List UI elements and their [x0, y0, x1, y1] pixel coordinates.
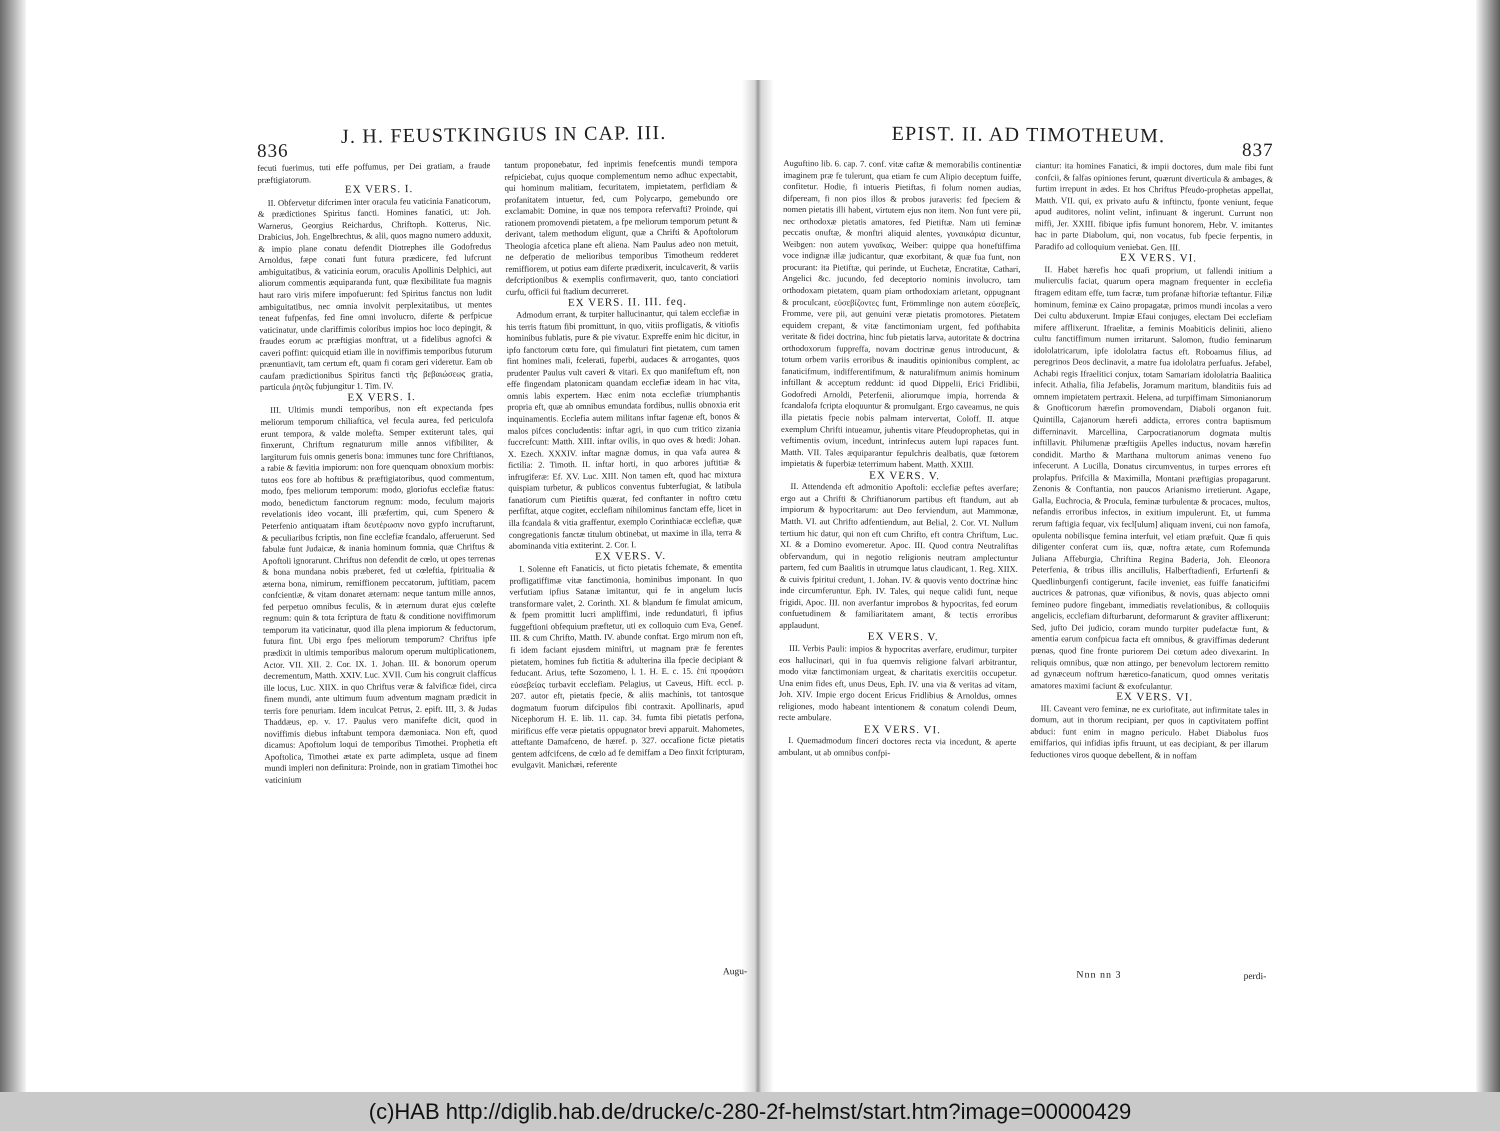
section-heading: EX VERS. V. [867, 631, 939, 644]
section-heading: EX VERS. I. [347, 390, 416, 404]
source-footer [0, 1092, 1500, 1131]
section-heading: EX VERS. V. [869, 469, 941, 483]
section-heading: EX VERS. VI. [863, 723, 941, 737]
right-page [776, 118, 1273, 982]
section-heading: EX VERS. V. [595, 549, 667, 563]
right-page-columns [776, 158, 1273, 982]
text-paragraph: II. Habet hærefis hoc quafi proprium, ut fallendi initium a mulierculis faciat, quarum opera magnam frequenter in ecclefia ftragem editam effe, tum facræ, tum profanæ hiftoriæ teftantur. Filiæ hominum, feminæ ex Caino propagatæ, primos mundi incolas a vero Dei cultu abduxerunt. Impiæ Efaui conjuges, electam Dei ecclefiam mifere afflixerunt. Ifraelitæ, a feminis Moabiticis deliniti, alieno cultu fanctiffimum numen irritarunt. Salomon, ftudio feminarum idololatricarum, ipfe idololatra factus eft. Roboamus filius, ad peregrinos Deos declinavit, a matre fua idololatra perfuafus. Jefabel, Achabi regis Ifraelitici conjux, totam Samariam idololatria Baalitica infecit. Athalia, filia Jefabelis, Joramum maritum, blanditiis fuis ad omnem impietatem pertraxit. Helena, ad turpiffimam Simonianorum & Gnofticorum hærefin promovendam, Diaboli organon fuit. Quintilla, Cajanorum hærefi addicta, errores contra baptismum differninavit. Marcellina, Carpocratianorum dogmata multis inftillavit. Philumenæ præftigiis Apelles inductus, novam hærefin condidit. Martho & Marthana multorum animas veneno fuo infecerunt. A Lucilla, Donatus circumventus, in turpes errores eft prolapfus. Prifcilla & Maximilla, Montani præftigias propagarunt. Zenonis & Conftantia, non paucos Arianismo irretierunt. Agape, Galla, Euchrocia, & Procula, feminæ turbulentæ & procaces, multos, nefandis erroribus infectos, in exitium impulerunt. Et, ut fumma rerum faftigia fequar, vix fecl[ulum] aliquam inveni, cui non famofa, opulenta nobilisque femina interfuit, vel etiam præfuit. Quæ fi quis diligenter conferat cum iis, quæ, noftra ætate, cum Rofemunda Juliana Affeburgia, Chriftina Regina Baderia, Joh. Eleonora Peterfenia, & tribus illis ancillulis, Halberftadienfi, Erfurtenfi & Quedlinburgenfi contigerunt, facile inveniet, eas fuiffe fanaticifmi auctrices & patronas, quæ vifionibus, & novis, quas abjecto omni femineo pudore fingebant, immediatis revelationibus, & colloquiis angelicis, ecclefiam difturbarunt, deformarunt & graviter afflixerunt: Sed, jufto Dei judicio, coram mundo turpiter pudefactæ funt, & amentia earum confpicua facta eft omnibus, & graviffimas dederunt pœnas, quod fine fronte puriorem Dei cœtum adeo divexarint. In reliquis omnibus, quæ non attingo, per benevolum lectorem remitto ad gynæceum noftrum hæretico-fanaticum, quod omnes veritatis amatores maximi faciunt & exofculantur. [1030, 264, 1273, 691]
right-running-head: EPIST. II. AD TIMOTHEUM. [891, 122, 1166, 148]
left-catchword: Augu- [722, 967, 748, 978]
left-page-columns [257, 157, 747, 983]
right-scan-edge [1476, 0, 1500, 1092]
text-paragraph: III. Caveant vero feminæ, ne ex curiofitate, aut infirmitate tales in domum, aut in thorum recipiant, per quos in captivitatem poffint abduci: funt enim in magno periculo. Habet Diabolus fuos emiffarios, qui infidias ipfis ftruunt, ut eas decipiant, & per illarum feductiones viros quoque debellent, & in noffam [1030, 702, 1269, 761]
right-column-2 [1028, 160, 1273, 982]
right-catchword: perdi- [1243, 971, 1267, 983]
left-column-1 [257, 160, 500, 983]
left-page [257, 117, 747, 983]
right-column-1 [776, 158, 1021, 980]
text-paragraph: I. Solenne eft Fanaticis, ut ficto pietatis fchemate, & ementita profligatiffimæ vitæ fanctimonia, hominibus imponant. In quo verfutiam ipfius Satanæ imitantur, qui fe in angelum lucis transformare valet, 2. Corinth. XI. & blandum fe fimulat amicum, & fpem promittit lucri ampliffimi, inde redundaturi, fi ipfius fuggeftioni obfequium præftetur, uti ex colloquio cum Eva, Genef. III. & cum Chrifto, Matth. IV. abunde conftat. Ergo mirum non eft, fi idem faciant ejusdem miniftri, ut magnam præ fe ferentes pietatem, homines fub fictitia & adulterina illa fpecie decipiant & feducant. Arius, tefte Sozomeno, l. 1. H. E. c. 15. ἐπὶ προφάσει εὐσεβείας turbavit ecclefiam. Pelagius, ut Caveus, Hift. eccl. p. 207. autor eft, pietatis fpecie, & aliis machinis, tot tantosque dogmatum fuorum difcipulos fibi contraxit. Apollinaris, apud Nicephorum H. E. lib. 11. cap. 34. fumta fibi pietatis perfona, mirificus effe veræ pietatis oppugnator brevi apparuit. Mahometes, atteftante Damafceno, de hæref. p. 327. occafione fictæ pietatis gentem adfcifcens, de cœlo ad fe demiffam a Deo finxit fcripturam, evulgavit. Manichæi, referente [509, 561, 745, 771]
section-heading: EX VERS. VI. [1119, 252, 1198, 265]
signature-mark: Nnn nn 3 [1076, 969, 1122, 981]
text-paragraph: III. Verbis Pauli: impios & hypocritas averfare, erudimur, turpiter eos hallucinari, qui in fua quemvis religione falvari arbitrantur, modo vitæ fanctimoniam urgeat, & charitatis exercitiis occupetur. Una enim fides eft, unus Deus, Eph. IV. una via & veritas ad vitam, Joh. XIV. Impie ergo docent Ericus Fridlibius & Arnoldus, omnes religiones, modo habeant intentionem & conatum colendi Deum, recte ambulare. [778, 642, 1018, 723]
section-heading: EX VERS. I. [344, 183, 414, 196]
left-scan-edge [0, 0, 26, 1092]
text-paragraph: Auguftino lib. 6. cap. 7. conf. vitæ caftæ & memorabilis continentiæ imaginem præ fe tulerunt, qua etiam fe cum Alipio deceptum fuiffe, confitetur. Hodie, fi intueris Pietiftas, fi folum nomen audias, difpeream, fi non pios illos & probos juraveris: fed fpeciem & nomen pietatis illi habent, virtutem ejus non item. Non funt vere pii, nec orthodoxæ pietatis amatores, fed Pietiftæ. Nam uti feminæ peccatis onuftæ, & monftri aliquid alentes, γυναικάρια dicuntur, Weibgen: non autem γυναῖκας, Weiber: quippe qua honeftiffima voce indignæ illæ judicantur, quæ exorbitant, & quæ fua funt, non procurant: ita Pietiftæ, qui perinde, ut Euchetæ, Encratitæ, Cathari, Angelici &c. jucundo, fed deceptorio nominis involucro, tam orthodoxam pietatem, quam piam orthodoxiam arietant, oppugnant & proculcant, εὐσεβίζοντες funt, Frömmlinge non autem εὐσεβεῖς, Fromme, vere pii, aut genuini veræ pietatis promotores. Pietatem equidem crepant, & vitæ fanctimoniam urgent, fed pofthabita veritate & fidei doctrina, hinc fub pietatis larva, autoritate & doctrina orthodoxorum fuppreffa, novam doctrinæ genus introducunt, & totum orbem variis erroribus & inauditis opinionibus complent, ac fanaticifmum, indifferentifmum, & naturalifmum animis hominum inftillant & acceptum reddunt: id quod Dippelii, Erici Fridlibii, Godofredi Arnoldi, Peterfenii, aliorumque impia, horrenda & fcandalofa fcripta eloquuntur & promulgant. Ergo caveamus, ne quis illa pietatis fpecie nobis palmam intervertat, Coloff. II. atque exemplum Chrifti intueamur, juhentis vitare Pfeudoprophetas, qui in veftimentis ovium, incedunt, intrinfecus autem lupi rapaces funt. Matth. VII. Tales æquiparantur fepulchris dealbatis, quæ fœtorem impietatis & fuperbiæ teterrimum habent. Matth. XXIII. [780, 157, 1022, 470]
text-paragraph: Admodum errant, & turpiter hallucinantur, qui talem ecclefiæ in his terris ftatum fibi promittunt, in quo, vitiis profligatis, & vitiofis hominibus fublatis, pure & pie vivatur. Expreffe enim hic dicitur, in ipfo fanctorum cœtu fore, qui fimulaturi fint pietatem, cum tamen fint homines mali, fcelerati, fuperbi, audaces & arrogantes, quos prudenter Paulus vult caveri & vitari. Ex quo manifeftum eft, non effe fingendam platonicam quandam ecclefiæ ideam in hac vita, omnis labis expertem. Hæc enim nota ecclefiæ triumphantis propria eft, quæ ab omnibus emundata fordibus, nullis obnoxia erit inquinamentis. Ecclefia autem militans inftar fagenæ eft, bonos & malos pifces concludentis: inftar agri, in quo cum tritico zizania fuccrefcunt: Matth. XIII. inftar ovilis, in quo oves & hœdi: Johan. X. Ezech. XXXIV. inftar magnæ domus, in qua vafa aurea & fictilia: 2. Timoth. II. inftar horti, in quo arbores juftitiæ & infrugiferæ: Ef. XV. Luc. XIII. Non tamen eft, quod hac mixtura quispiam turbetur, & publicos conventus fubterfugiat, & latibula fanatiorum cum Pietiftis quærat, fed conftanter in noftro cœtu perfiftat, atque cogitet, ecclefiam nihilominus fanctam effe, licet in illa fcandala & vitia graffentur, exemplo Corinthiacæ ecclefiæ, quæ congregationis fanctæ titulum obtinebat, ut maxime in illa, terra & abominanda vitia extiterint. 2. Cor. I. [506, 307, 742, 551]
source-url-text: (c)HAB http://diglib.hab.de/drucke/c-280-2f-helmst/start.htm?image=00000429 [368, 1098, 1132, 1124]
text-paragraph: II. Obfervetur difcrimen inter oracula feu vaticinia Fanaticorum, & prædictiones Spiritus fancti. Homines fanatici, ut: Joh. Warnerus, Georgius Reichardus, Chriftoph. Kotterus, Nic. Drabicius, Joh. Engelbrechtus, & alii, quos magno numero adduxit, & impio plane conatu defendit Diotrephes ille Godofredus Arnoldus, fæpe conati funt futura prædicere, fed lufcrunt ambiguitatibus, & vaticinia eorum, oraculis Apollinis Delphici, aut aliorum commentis æquiparanda funt, quæ flexibilitate fua magnis haut raro viris mifere impofuerunt: fed Spiritus fanctus non ludit ambiguitatibus, nec omnia involvit perplexitatibus, ut mentes teneat fufpenfas, fed fine omni involucro, diferte & perfpicue vaticinatur, unde clariffimis coloribus impios hoc loco depingit, & fraudes eorum ac præftigias monftrat, ut a fidelibus agnofci & caveri poffint: quicquid etiam ille in noviffimis temporibus futurum prænuntiavit, tam certum eft, quam fi coram geri videretur. Eam ob caufam prædictionibus Spiritus fancti τῆς βεβαιώσεως gratia, particula ῥητῶς fubjungitur 1. Tim. IV. [257, 194, 493, 393]
section-heading: EX VERS. II. III. feq. [567, 295, 688, 309]
text-paragraph: tantum proponebatur, fed inprimis fenefcentis mundi tempora refpiciebat, cujus quoque complementum nemo adhuc expectabit, qui hominum malitiam, fecuritatem, impietatem, perfidiam & profanitatem intuetur, fed, cum Polycarpo, gemebundo ore exclamabit: Domine, in quæ nos tempora refervafti? Proinde, qui rationem promovendi pietatem, a fpe meliorum temporum petunt & derivant, talem methodum eligunt, quæ a Chrifti & Apoftolorum Theologia afcetica plane eft aliena. Nam Paulus adeo non metuit, ne defperatio de melioribus temporibus Timotheum redderet remiffiorem, ut potius eam diferte prædixerit, inculcaverit, & variis defcriptionibus & exemplis confirmaverit, quo, tanto conciatiori curfu, officii fui ftadium decurreret. [504, 157, 739, 297]
text-paragraph: I. Quemadmodum finceri doctores recta via incedunt, & aperte ambulant, ut ab omnibus confpi- [778, 735, 1017, 758]
text-paragraph: ciantur: ita homines Fanatici, & impii doctores, dum male fibi funt confcii, & falfas opiniones ferunt, quærunt diverticula & ambages, & furtim irrepunt in ædes. Et hos Chriftus Pfeudo-prophetas appellat, Matth. VII. qui, ex privato aufu & inftinctu, fponte veniunt, feque apud auditores, nolint velint, infinuant & ingerunt. Currunt non miffi, Jer. XXIII. fibique ipfis fumunt honorem, Hebr. V. imitantes hac in parte Diabolum, qui, non vocatus, fub fpecie ferpentis, in Paradifo ad colloquium veniebat. Gen. III. [1034, 160, 1274, 253]
left-column-2 [504, 157, 747, 980]
left-running-head: J. H. FEUSTKINGIUS IN CAP. III. [340, 121, 667, 148]
text-paragraph: II. Attendenda eft admonitio Apoftoli: ecclefiæ peftes averfare; ergo aut a Chrifti & Chriftianorum partibus eft ftandum, aut ab impiorum & hypocritarum: aut Deo ferviendum, aut Mammonæ, Matth. VI. aut Chrifto adfentiendum, aut Belial, 2. Cor. VI. Nullum tertium hic datur, qui non eft cum Chrifto, eft contra Chriftum, Luc. XI. & a Domino evomeretur. Apoc. III. Quod contra Neutraliftas obfervandum, qui in negotio religionis neutram amplectuntur partem, fed cum Baalitis in utrumque latus claudicant, 1. Reg. XIIX. & cuivis fpiritui credunt, 1. Johan. IV. & quovis vento doctrinæ hinc inde circumferuntur. Eph. IV. Tales, qui neque calidi funt, neque frigidi, Apoc. III. non averfantur improbos & hypocritas, fed eorum confuetudinem & familiaritatem amant, & tectis erroribus applaudunt. [779, 481, 1019, 631]
section-heading: EX VERS. VI. [1116, 690, 1194, 704]
text-paragraph: fecuti fuerimus, tuti effe poffumus, per Dei gratiam, a fraude præftigiatorum. [257, 160, 491, 185]
right-page-number: 837 [1241, 139, 1274, 162]
left-page-number: 836 [256, 140, 289, 162]
text-paragraph: III. Ultimis mundi temporibus, non eft expectanda fpes meliorum temporum chiliaftica, vel fecula aurea, fed periculofa erunt tempora, & valde molefta. Semper extiterunt tales, qui finxerunt, Chriftum regnaturum mille annos vifibiliter, & largiturum fuis omnis generis bona: immunes tunc fore Chriftianos, a rabie & fævitia impiorum: non fore quenquam obnoxium morbis: tutos eos fore ab hoftibus & præftigiatoribus, quod commentum, modo, fpes meliorum temporum: modo, gloriofus ecclefiæ ftatus: modo, benedictum fanctorum regnum: modo, feculum majoris revelationis ideo vocant, illi præfertim, qui, cum Spenero & Peterfenio antiquatam iftam δευτέρωσιν novo gypfo incruftarunt, & peculiaribus fcriptis, non fine ecclefiæ fcandalo, afferuerunt. Sed fabulæ funt Judaicæ, & inania hominum fomnia, quæ Chriftus & Apoftoli ignorarunt. Chriftus non defendit de cœlo, ut opes terrenas & bona mundana nobis præberet, fed ut cœleftia, fpiritualia & æterna bona, nimirum, remiffionem peccatorum, juftitiam, pacem confcientiæ, & vitam donaret æternam: neque tantum mille annos, fed perpetuo omnibus feculis, & in æternum durat ejus cœlefte regnum: quin & tota fcriptura de ftatu & conditione noviffimorum temporum ita vaticinatur, quod illa plena impiorum & feductorum, futura fint. Ubi ergo fpes meliorum temporum? Chriftus ipfe prædixit in ultimis temporibus malorum operum multiplicationem, Actor. VII. XII. 2. Cor. IX. 1. Johan. III. & bonorum operum decrementum, Matth. XXIV. Luc. XVII. Cum his congruit claffícus ille locus, Luc. XIIX. in quo Chriftus veræ & falvificæ fidei, circa finem mundi, ante ultimum fuum adventum magnam prædicit in terris fore penuriam. Idem inculcat Petrus, 2. epift. III, 3. & Judas Thaddæus, ep. v. 17. Paulus vero manifefte dicit, quod in noviffimis diebus inftabunt tempora dæmoniaca. Non eft, quod dicamus: Apoftolum loqui de temporibus Timothei. Prophetia eft Apoftolica, Timothei ætate ex parte adimpleta, usque ad finem mundi impleri non definitura: Proinde, non in gratiam Timothei hoc vaticinium [260, 402, 498, 785]
